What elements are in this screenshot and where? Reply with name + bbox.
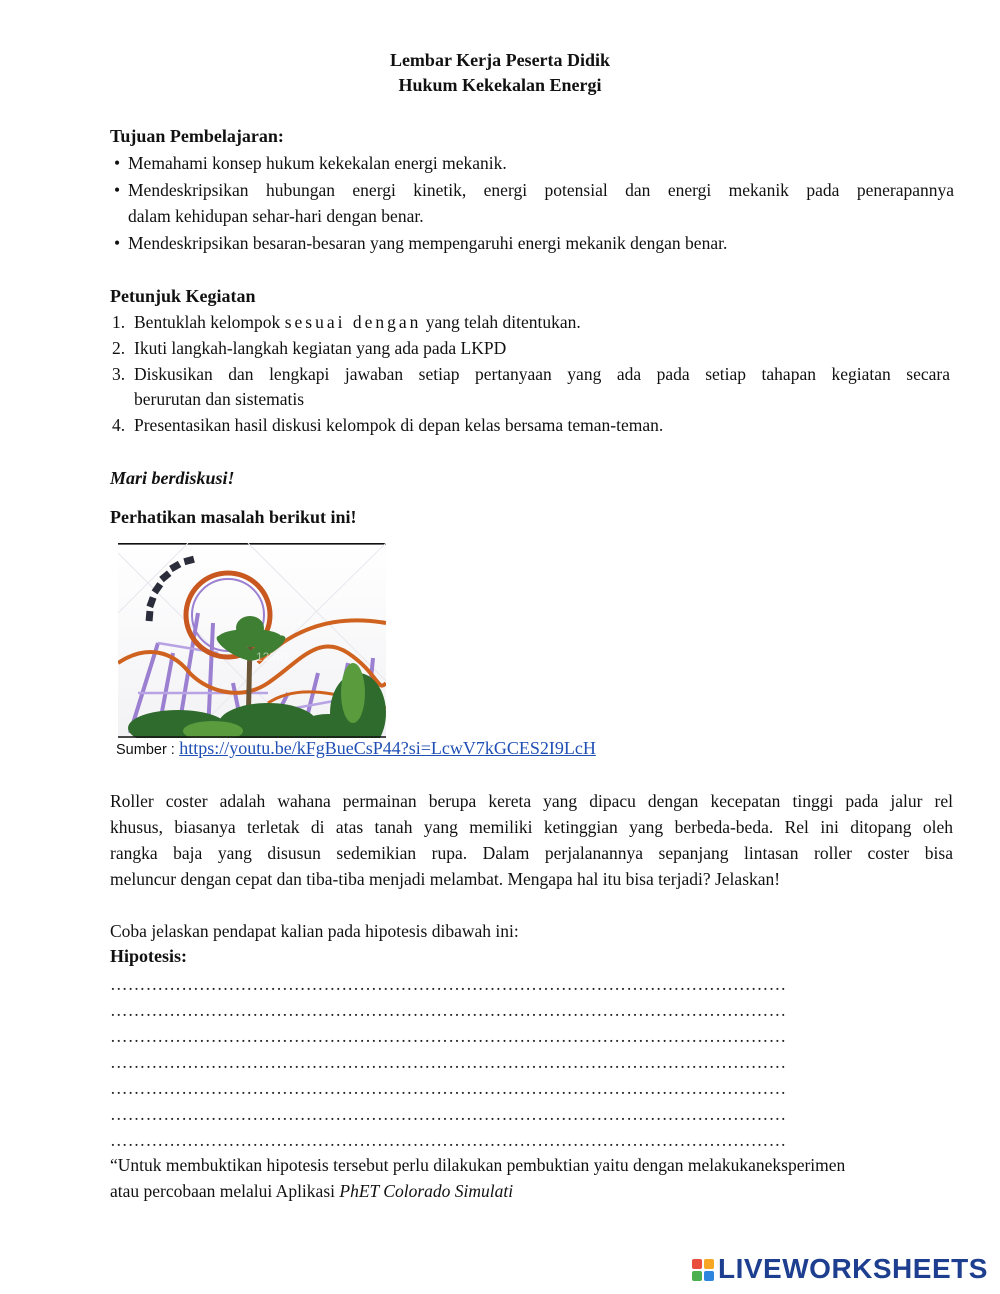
objective-text: Mendeskripsikan hubungan energi kinetik, energi potensial dan energi mekanik pada penerapannya [128, 180, 954, 200]
image-source [116, 738, 596, 759]
answer-line[interactable]: …………………………………………………………………………………………………… [110, 1104, 787, 1124]
page-subtitle: Hukum Kekekalan Energi [398, 75, 602, 95]
answer-line[interactable]: …………………………………………………………………………………………………… [110, 1026, 787, 1046]
instruction-text: Diskusikan dan lengkapi jawaban setiap pertanyaan yang ada pada setiap tahapan kegiatan secara [134, 364, 950, 384]
paragraph-line: Roller coster adalah wahana permainan berupa kereta yang dipacu dengan kecepatan tinggi pada jalur rel [110, 791, 953, 811]
objective-text: Mendeskripsikan besaran-besaran yang mempengaruhi energi mekanik dengan benar. [128, 233, 728, 253]
bullet-icon: • [114, 180, 121, 200]
hypothesis-prompt: Coba jelaskan pendapat kalian pada hipotesis dibawah ini: [110, 921, 519, 941]
answer-line[interactable]: …………………………………………………………………………………………………… [110, 1052, 787, 1072]
instruction-text: Bentuklah kelompok sesuai dengan yang telah ditentukan. [134, 312, 581, 332]
hypothesis-heading: Hipotesis: [110, 946, 188, 966]
logo-blocks-icon [692, 1259, 714, 1281]
list-number: 4. [112, 415, 126, 435]
instruction-text: Ikuti langkah-langkah kegiatan yang ada pada LKPD [134, 338, 507, 358]
list-number: 2. [112, 338, 126, 358]
list-number: 3. [112, 364, 126, 384]
paragraph-line: meluncur dengan cepat dan tiba-tiba menjadi melambat. Mengapa hal itu bisa terjadi? Jelaskan! [110, 869, 781, 889]
bullet-icon: • [114, 153, 121, 173]
logo-text: LIVEWORKSHEETS [718, 1253, 988, 1284]
problem-heading: Perhatikan masalah berikut ini! [110, 507, 357, 527]
answer-line[interactable]: …………………………………………………………………………………………………… [110, 1130, 787, 1150]
roller-coaster-image [118, 543, 386, 738]
closing-line: “Untuk membuktikan hipotesis tersebut perlu dilakukan pembuktian yaitu dengan melakukaneksperimen [110, 1155, 846, 1175]
instructions-heading: Petunjuk Kegiatan [110, 286, 256, 306]
objective-text: Memahami konsep hukum kekekalan energi mekanik. [128, 153, 507, 173]
instruction-text-cont: berurutan dan sistematis [134, 389, 305, 409]
liveworksheets-logo [692, 1252, 992, 1288]
objectives-heading: Tujuan Pembelajaran: [110, 126, 284, 146]
image-watermark: 123RF [256, 650, 293, 664]
page-title: Lembar Kerja Peserta Didik [389, 50, 611, 70]
answer-line[interactable]: …………………………………………………………………………………………………… [110, 1000, 787, 1020]
paragraph-line: khusus, biasanya terletak di atas tanah yang memiliki ketinggian yang berbeda-beda. Rel ini ditopang oleh [110, 817, 953, 837]
source-link[interactable]: https://youtu.be/kFgBueCsP44?si=LcwV7kGCES2I9LcH [179, 738, 596, 758]
discussion-invite: Mari berdiskusi! [110, 468, 235, 488]
instruction-text: Presentasikan hasil diskusi kelompok di depan kelas bersama teman-teman. [134, 415, 664, 435]
list-number: 1. [112, 312, 126, 332]
answer-line[interactable]: …………………………………………………………………………………………………… [110, 1078, 787, 1098]
source-label: Sumber : [116, 742, 175, 758]
answer-line[interactable]: …………………………………………………………………………………………………… [110, 974, 787, 994]
closing-line: atau percobaan melalui Aplikasi PhET Colorado Simulati [110, 1181, 514, 1201]
bullet-icon: • [114, 233, 121, 253]
objective-text-cont: dalam kehidupan sehar-hari dengan benar. [128, 206, 424, 226]
paragraph-line: rangka baja yang disusun sedemikian rupa. Dalam perjalanannya sepanjang lintasan roller coster bisa [110, 843, 953, 863]
